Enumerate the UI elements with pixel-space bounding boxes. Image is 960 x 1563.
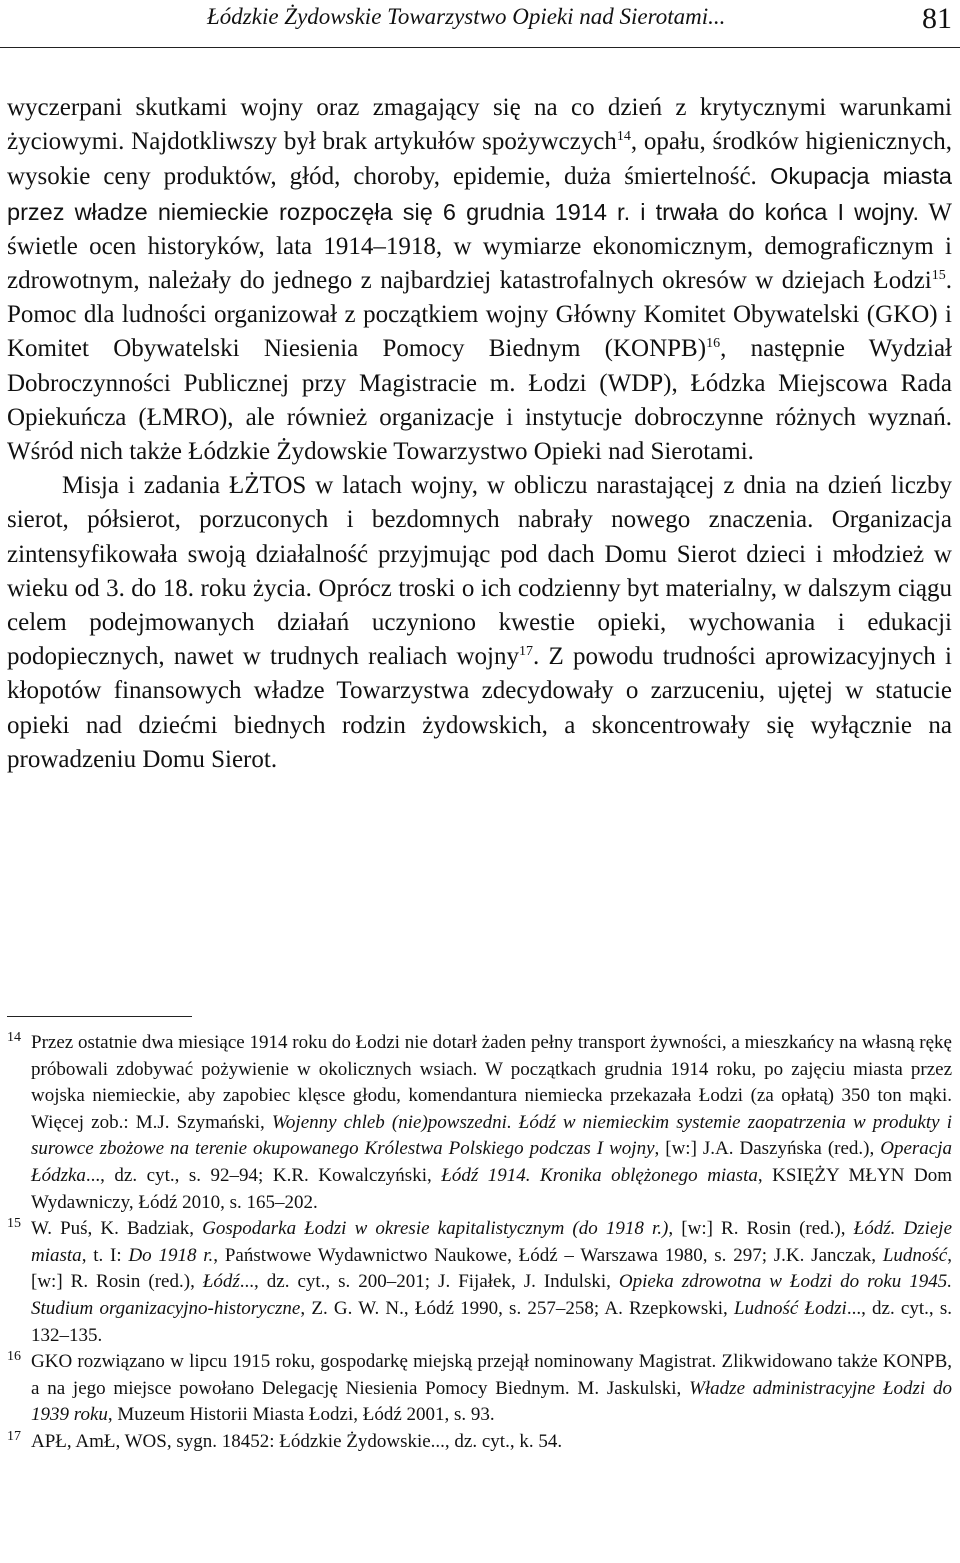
citation-title: Do 1918 r. <box>128 1244 214 1266</box>
footnote-ref[interactable]: 16 <box>706 336 721 352</box>
footnote-ref[interactable]: 17 <box>518 644 533 660</box>
citation-title: Łódź. Dzieje miasta <box>31 1218 953 1266</box>
text-run: , opału, środków higienicznych, wysokie ceny produktów, głód, choroby, epidemie, duża śmiertelność. <box>7 128 952 191</box>
footnote-ref[interactable]: 14 <box>616 129 631 145</box>
text-run: , Muzeum Historii Miasta Łodzi, Łódź 2001, s. 93. <box>107 1404 495 1426</box>
citation-title: Ludność Łodzi <box>733 1297 847 1319</box>
footnote-number: 17 <box>7 1428 21 1444</box>
footnote-separator <box>7 1016 192 1017</box>
footnote <box>7 1216 952 1349</box>
footnote <box>7 1429 952 1456</box>
text-run: , Państwowe Wydawnictwo Naukowe, Łódź – Warszawa 1980, s. 297; J.K. Janczak, <box>213 1244 883 1266</box>
footnote <box>7 1030 952 1216</box>
text-run: W. Puś, K. Badziak, <box>31 1218 203 1240</box>
text-run: , [w:] R. Rosin (red.), <box>31 1244 952 1293</box>
paragraph <box>7 469 952 777</box>
text-run: Okupacja miasta przez władze niemieckie rozpoczęła się 6 grudnia 1914 r. i trwała do końca I wojny. <box>7 163 952 225</box>
text-run: , [w:] J.A. Daszyńska (red.), <box>654 1138 881 1160</box>
text-run: , KSIĘŻY MŁYN Dom Wydawniczy, Łódź 2010, s. 165–202. <box>31 1164 952 1213</box>
text-run: , [w:] R. Rosin (red.), <box>668 1218 854 1240</box>
citation-title: Łódź <box>202 1271 240 1293</box>
text-run: , t. I: <box>81 1244 129 1266</box>
paragraph <box>7 91 952 469</box>
text-run: . Z powodu trudności aprowizacyjnych i kłopotów finansowych władze Towarzystwa zdecydowały o zarzuceniu, ujętej w statucie opieki nad dziećmi biednych rodzin żydowskich, a skoncentrowały się wyłącznie na prowadzeniu Domu Sierot. <box>7 643 952 773</box>
citation-title: Wojenny chleb (nie)powszedni. Łódź w niemieckim systemie zaopatrzenia w produkty i surowce zbożowe na terenie okupowanego Królestwa Polskiego podczas I wojny <box>31 1111 952 1160</box>
text-run: wyczerpani skutkami wojny oraz zmagający się na co dzień z krytycznymi warunkami życiowymi. Najdotkliwszy był brak artykułów spożywczych <box>7 94 952 156</box>
text-run: Misja i zadania ŁŻTOS w latach wojny, w obliczu narastającej z dnia na dzień liczby sierot, półsierot, porzuconych i bezdomnych nabrały nowego znaczenia. Organizacja zintensyfikowała swoją działalność przyjmując pod dach Domu Sierot dzieci i młodzież w wieku od 3. do 18. roku życia. Oprócz troski o ich codzienny byt materialny, w dalszym ciągu celem podejmowanych działań uczyniono kwestie opieki, wychowania i edukacji podopiecznych, nawet w trudnych realiach wojny <box>7 472 952 671</box>
text-run: , Z. G. W. N., Łódź 1990, s. 257–258; A. Rzepkowski, <box>300 1297 734 1319</box>
footnote-number: 14 <box>7 1030 21 1045</box>
text-run: APŁ, AmŁ, WOS, sygn. 18452: Łódzkie Żydowskie..., dz. cyt., k. 54. <box>31 1430 563 1452</box>
citation-title: Opieka zdrowotna w Łodzi do roku 1945. Studium organizacyjno-historyczne <box>31 1271 953 1319</box>
footnote-number: 16 <box>7 1349 21 1365</box>
footnotes <box>7 1030 952 1456</box>
running-header <box>0 0 960 46</box>
text-run: , następnie Wydział Dobroczynności Publicznej przy Magistracie m. Łodzi (WDP), Łódzka Miejscowa Rada Opiekuńcza (ŁMRO), ale również organizacje i instytucje dobroczynne różnych wyznań. Wśród nich także Łódzkie Żydowskie Towarzystwo Opieki nad Sierotami. <box>7 335 952 466</box>
citation-title: Łódź 1914. Kronika oblężonego miasta <box>441 1164 758 1186</box>
text-run: W świetle ocen historyków, lata 1914–1918, w wymiarze ekonomicznym, demograficznym i zdrowotnym, należały do jednego z najbardziej katastrofalnych okresów w dziejach Łodzi <box>7 198 952 295</box>
footnote <box>7 1349 952 1429</box>
footnote-ref[interactable]: 15 <box>931 268 946 284</box>
citation-title: Gospodarka Łodzi w okresie kapitalistycznym (do 1918 r.) <box>202 1218 669 1240</box>
text-run: ..., dz. cyt., s. 92–94; K.R. Kowalczyński, <box>85 1164 442 1186</box>
text-run: GKO rozwiązano w lipcu 1915 roku, gospodarkę miejską przejął nominowany Magistrat. Zlikwidowano także KONPB, a na jego miejsce powołano Delegację Niesienia Pomocy Biednym. M. Jaskulski, <box>31 1351 952 1399</box>
footnote-number: 15 <box>7 1216 21 1232</box>
header-rule <box>0 47 960 48</box>
main-text <box>7 91 952 777</box>
citation-title: Ludność <box>882 1244 948 1266</box>
text-run: ..., dz. cyt., s. 132–135. <box>31 1297 952 1346</box>
citation-title: Operacja Łódzka <box>31 1138 952 1186</box>
citation-title: Władze administracyjne Łodzi do 1939 roku <box>31 1377 952 1426</box>
text-run: Przez ostatnie dwa miesiące 1914 roku do Łodzi nie dotarł żaden pełny transport żywności, a mieszkańcy na własną rękę próbowali zdobywać pożywienie w okolicznych wsiach. W początkach grudnia 1914 roku, po zajęciu miasta przez wojska niemieckie, aby zapobiec klęsce głodu, komendantura niemiecka przekazała Łodzi (za opłatą) 350 ton mąki. Więcej zob.: M.J. Szymański, <box>31 1032 952 1133</box>
text-run: ..., dz. cyt., s. 200–201; J. Fijałek, J. Indulski, <box>239 1271 619 1293</box>
text-run: . Pomoc dla ludności organizował z początkiem wojny Główny Komitet Obywatelski (GKO) i Komitet Obywatelski Niesienia Pomocy Biednym (KONPB) <box>7 267 952 363</box>
running-title: Łódzkie Żydowskie Towarzystwo Opieki nad Sierotami... <box>207 4 726 29</box>
page-number: 81 <box>922 2 952 35</box>
